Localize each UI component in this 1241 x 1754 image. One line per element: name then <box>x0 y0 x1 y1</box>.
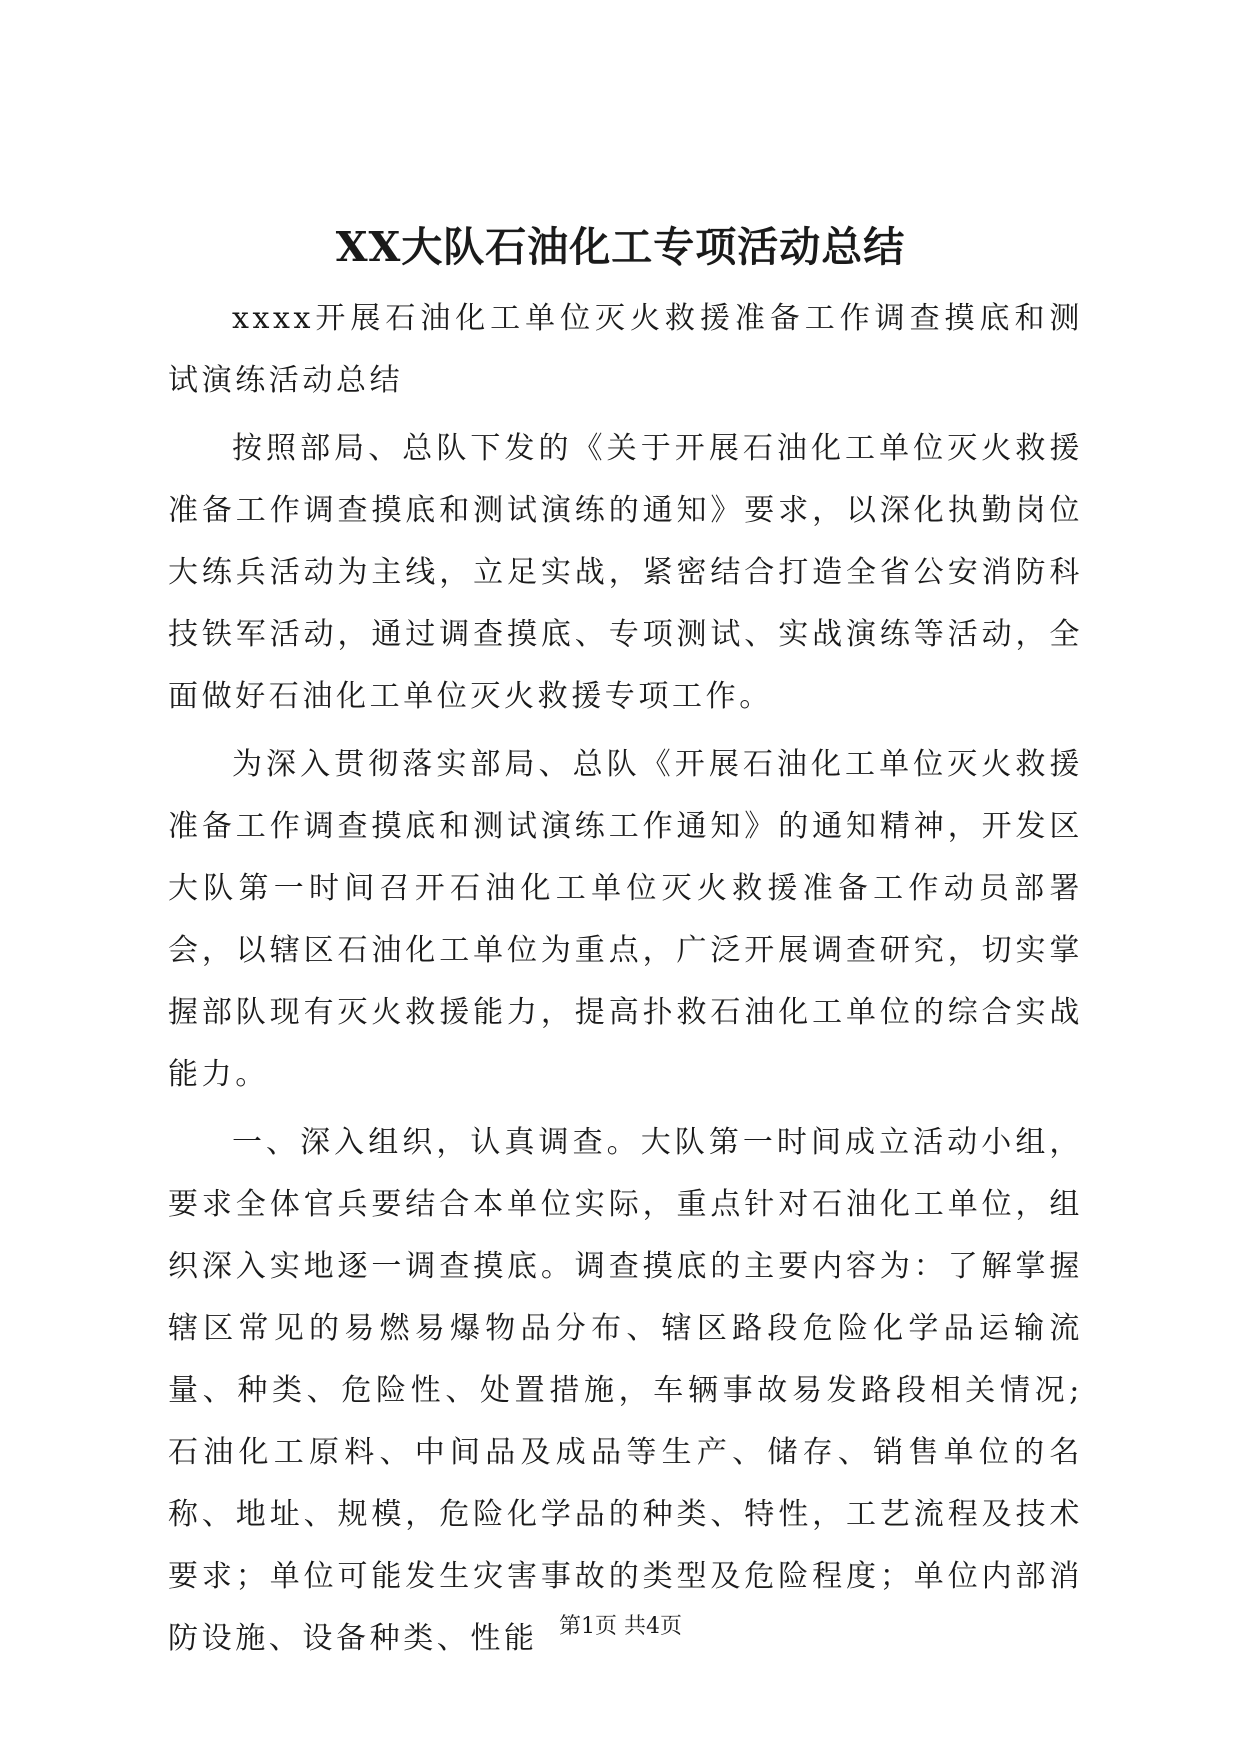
page-number-footer: 第1页 共4页 <box>559 1614 682 1639</box>
document-body <box>168 288 1083 1676</box>
paragraph-subtitle: xxxx开展石油化工单位灭火救援准备工作调查摸底和测试演练活动总结 <box>168 301 1083 398</box>
paragraph-section-one: 一、深入组织，认真调查。大队第一时间成立活动小组，要求全体官兵要结合本单位实际，重点针对石油化工单位，组织深入实地逐一调查摸底。调查摸底的主要内容为：了解掌握辖区常见的易燃易爆物品分布、辖区路段危险化学品运输流量、种类、危险性、处置措施，车辆事故易发路段相关情况;石油化工原料、中间品及成品等生产、储存、销售单位的名称、地址、规模，危险化学品的种类、特性，工艺流程及技术要求；单位可能发生灾害事故的类型及危险程度；单位内部消防设施、设备种类、性能 <box>168 1125 1083 1656</box>
paragraph-intro: 按照部局、总队下发的《关于开展石油化工单位灭火救援准备工作调查摸底和测试演练的通知》要求，以深化执勤岗位大练兵活动为主线，立足实战，紧密结合打造全省公安消防科技铁军活动，通过调查摸底、专项测试、实战演练等活动，全面做好石油化工单位灭火救援专项工作。 <box>168 431 1083 714</box>
document-title: XX大队石油化工专项活动总结 <box>335 223 906 271</box>
paragraph-implementation: 为深入贯彻落实部局、总队《开展石油化工单位灭火救援准备工作调查摸底和测试演练工作通知》的通知精神，开发区大队第一时间召开石油化工单位灭火救援准备工作动员部署会，以辖区石油化工单位为重点，广泛开展调查研究，切实掌握部队现有灭火救援能力，提高扑救石油化工单位的综合实战能力。 <box>168 747 1083 1092</box>
